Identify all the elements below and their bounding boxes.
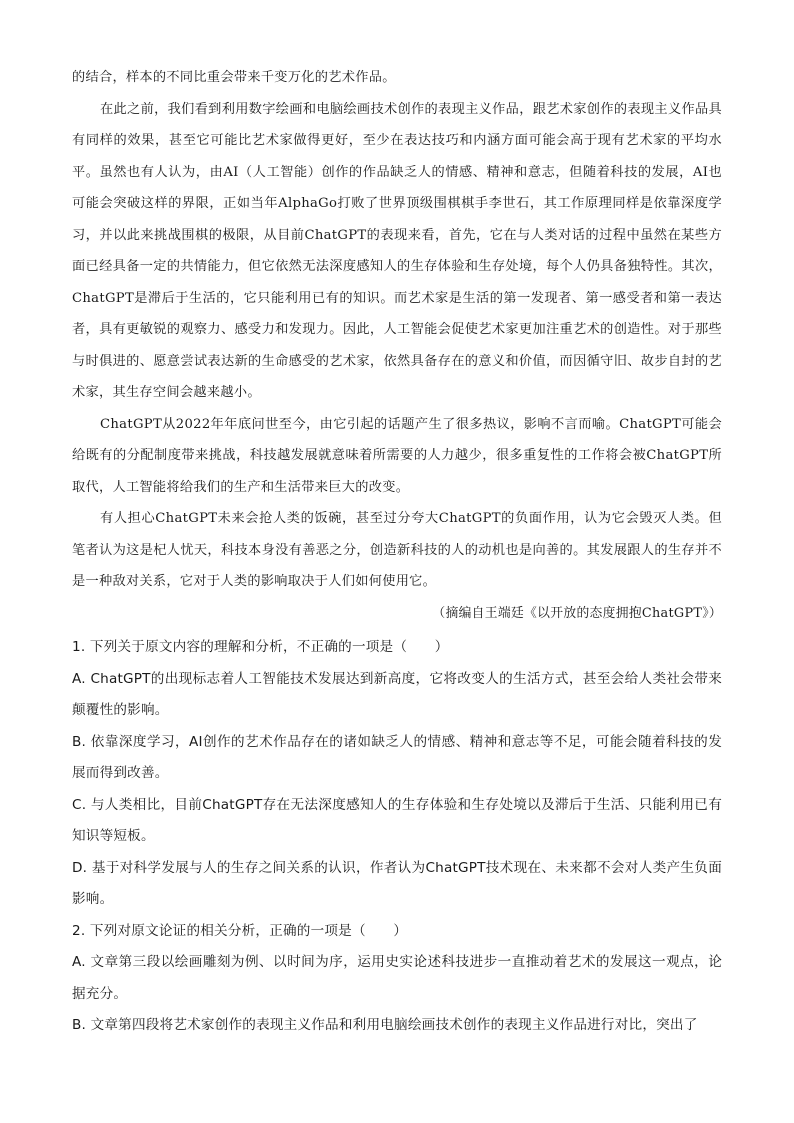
passage-paragraph: 的结合，样本的不同比重会带来千变万化的艺术作品。 xyxy=(72,70,396,85)
passage-paragraph: 在此之前，我们看到利用数字绘画和电脑绘画技术创作的表现主义作品，跟艺术家创作的表现主义作品具有同样的效果，甚至它可能比艺术家做得更好，至少在表达技巧和内涵方面可能会高于现有艺术家的平均水平。虽然也有人认为，由AI（人工智能）创作的作品缺乏人的情感、精神和意志，但随着科技的发展，AI也可能会突破这样的界限，正如当年AlphaGo打败了世界顶级围棋棋手李世石，其工作原理同样是依靠深度学习，并以此来挑战围棋的极限，从目前ChatGPT的表现来看，首先，它在与人类对话的过程中虽然在某些方面已经具备一定的共情能力，但它依然无法深度感知人的生存体验和生存处境，每个人仍具备独特性。其次，ChatGPT是滞后于生活的，它只能利用已有的知识。而艺术家是生活的第一发现者、第一感受者和第一表达者，具有更敏锐的观察力、感受力和发现力。因此，人工智能会促使艺术家更加注重艺术的创造性。对于那些与时俱进的、愿意尝试表达新的生命感受的艺术家，依然具备存在的意义和价值，而因循守旧、故步自封的艺术家，其生存空间会越来越小。 xyxy=(72,101,722,400)
answer-option-a[interactable]: A. ChatGPT的出现标志着人工智能技术发展达到新高度，它将改变人的生活方式，甚至会给人类社会带来颠覆性的影响。 xyxy=(72,670,722,718)
reading-passage xyxy=(72,62,722,629)
answer-option-b[interactable]: B. 文章第四段将艺术家创作的表现主义作品和利用电脑绘画技术创作的表现主义作品进行对比，突出了 xyxy=(72,1017,698,1033)
document-page xyxy=(72,62,722,1042)
answer-option-c[interactable]: C. 与人类相比，目前ChatGPT存在无法深度感知人的生存体验和生存处境以及滞后于生活、只能利用已有知识等短板。 xyxy=(72,796,722,844)
question-1 xyxy=(72,632,722,916)
passage-paragraph: 有人担心ChatGPT未来会抢人类的饭碗，甚至过分夸大ChatGPT的负面作用，认为它会毁灭人类。但笔者认为这是杞人忧天，科技本身没有善恶之分，创造新科技的人的动机也是向善的。其发展跟人的生存并不是一种敌对关系，它对于人类的影响取决于人们如何使用它。 xyxy=(72,511,722,589)
passage-source: （摘编自王端廷《以开放的态度拥抱ChatGPT》） xyxy=(432,605,722,621)
passage-paragraph: ChatGPT从2022年年底问世至今，由它引起的话题产生了很多热议，影响不言而喻。ChatGPT可能会给既有的分配制度带来挑战，科技越发展就意味着所需要的人力越少，很多重复性的工作将会被ChatGPT所取代，人工智能将给我们的生产和生活带来巨大的改变。 xyxy=(72,416,722,495)
answer-option-b[interactable]: B. 依靠深度学习，AI创作的艺术作品存在的诸如缺乏人的情感、精神和意志等不足，可能会随着科技的发展而得到改善。 xyxy=(72,733,722,781)
question-list xyxy=(72,632,722,1042)
answer-option-d[interactable]: D. 基于对科学发展与人的生存之间关系的认识，作者认为ChatGPT技术现在、未来都不会对人类产生负面影响。 xyxy=(72,859,722,907)
question-2 xyxy=(72,916,722,1042)
answer-option-a[interactable]: A. 文章第三段以绘画雕刻为例、以时间为序，运用史实论述科技进步一直推动着艺术的发展这一观点，论据充分。 xyxy=(72,954,722,1002)
question-stem: 1. 下列关于原文内容的理解和分析，不正确的一项是（ ） xyxy=(72,639,449,655)
question-stem: 2. 下列对原文论证的相关分析，正确的一项是（ ） xyxy=(72,922,408,939)
